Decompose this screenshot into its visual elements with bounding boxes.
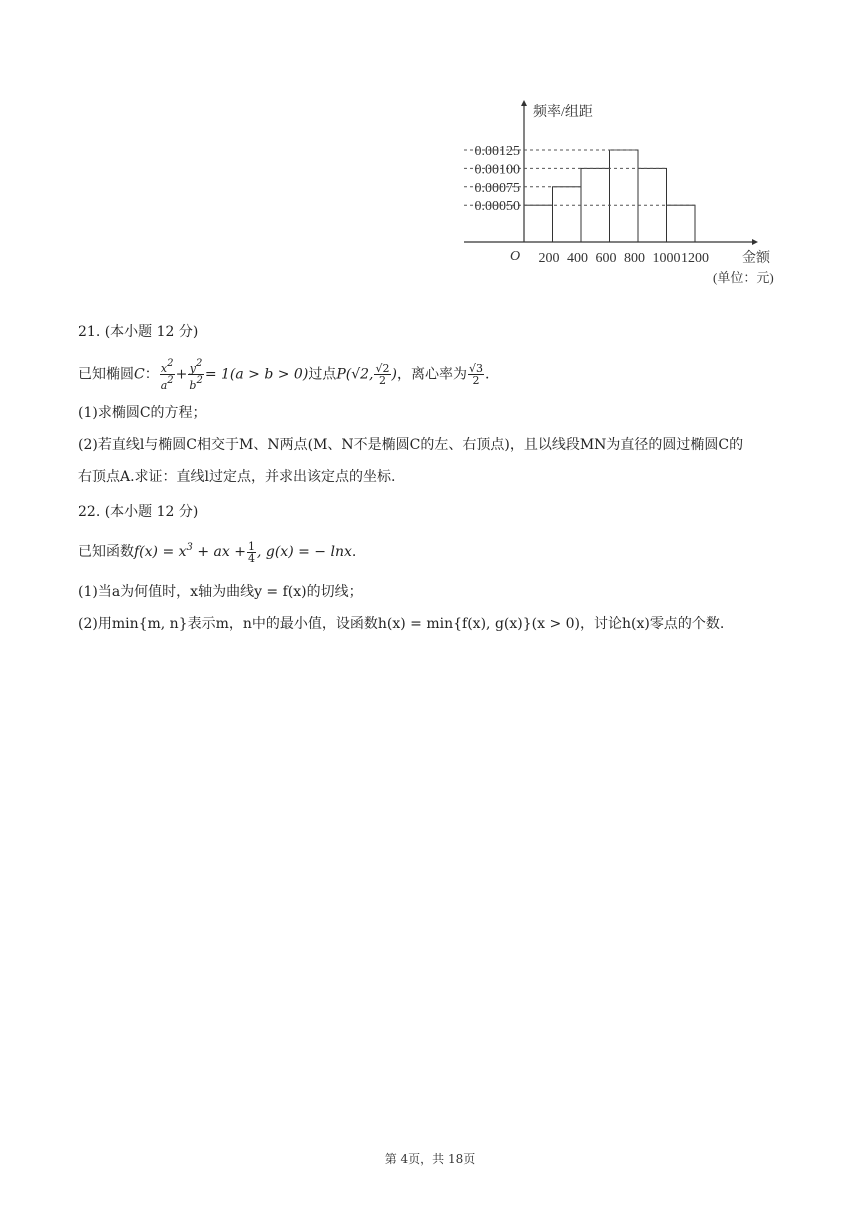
histogram-bar bbox=[524, 205, 553, 242]
y-tick-label: 0.00125 bbox=[474, 144, 520, 159]
y-tick-label: 0.00075 bbox=[474, 180, 520, 196]
q22-part2: (2)用min{m, n}表示m，n中的最小值，设函数h(x) = min{f(x), g(x)}(x > 0)，讨论h(x)零点的个数. bbox=[78, 616, 725, 632]
histogram-bar bbox=[553, 187, 582, 242]
q22-header: 22. (本小题 12 分) bbox=[78, 504, 199, 520]
q21-part1: (1)求椭圆C的方程； bbox=[78, 405, 207, 421]
x-tick-label: 600 bbox=[595, 251, 617, 266]
y-tick-label: 0.00050 bbox=[474, 199, 520, 215]
y-axis-label: 频率/组距 bbox=[533, 105, 593, 120]
y-axis-arrow bbox=[521, 100, 527, 106]
unit-note: (单位：元) bbox=[713, 270, 774, 285]
x-tick-label: 200 bbox=[538, 251, 560, 266]
y-tick-label: 0.00100 bbox=[474, 162, 520, 178]
page-footer: 第 4页，共 18页 bbox=[384, 1152, 476, 1166]
origin-label: O bbox=[510, 249, 521, 264]
x-axis-label: 金额 bbox=[742, 251, 770, 266]
q21-header: 21. (本小题 12 分) bbox=[78, 324, 199, 340]
histogram-bar bbox=[610, 150, 639, 242]
x-tick-label: 400 bbox=[567, 251, 588, 266]
q21-part2-line1: (2)若直线l与椭圆C相交于M、N两点(M、N不是椭圆C的左、右顶点)，且以线段MN为直径的圆过椭圆C的 bbox=[78, 437, 744, 453]
x-tick-label: 800 bbox=[624, 251, 645, 266]
q21-given: 已知椭圆C： $\frac{x2}{a2}$ + $\frac{y2}{b2}$ = 1(a > b > 0)过点P(√2, $\frac{√2}{2}$ )，离心率为 $\frac{√3}{2}$ . bbox=[78, 358, 490, 392]
histogram-chart bbox=[460, 94, 800, 294]
q22-part1: (1)当a为何值时，x轴为曲线y = f(x)的切线； bbox=[78, 584, 363, 600]
q22-given: 已知函数$f(x) = x^3$ + ax + $\frac{1}{4}$ , g(x) = − lnx. bbox=[78, 539, 357, 565]
q21-part2-line2: 右顶点A.求证：直线l过定点，并求出该定点的坐标. bbox=[78, 469, 396, 485]
x-tick-label: 1000 bbox=[652, 251, 681, 266]
histogram-bar bbox=[667, 205, 696, 242]
x-tick-label: 1200 bbox=[681, 251, 709, 266]
x-axis-arrow bbox=[752, 239, 758, 245]
